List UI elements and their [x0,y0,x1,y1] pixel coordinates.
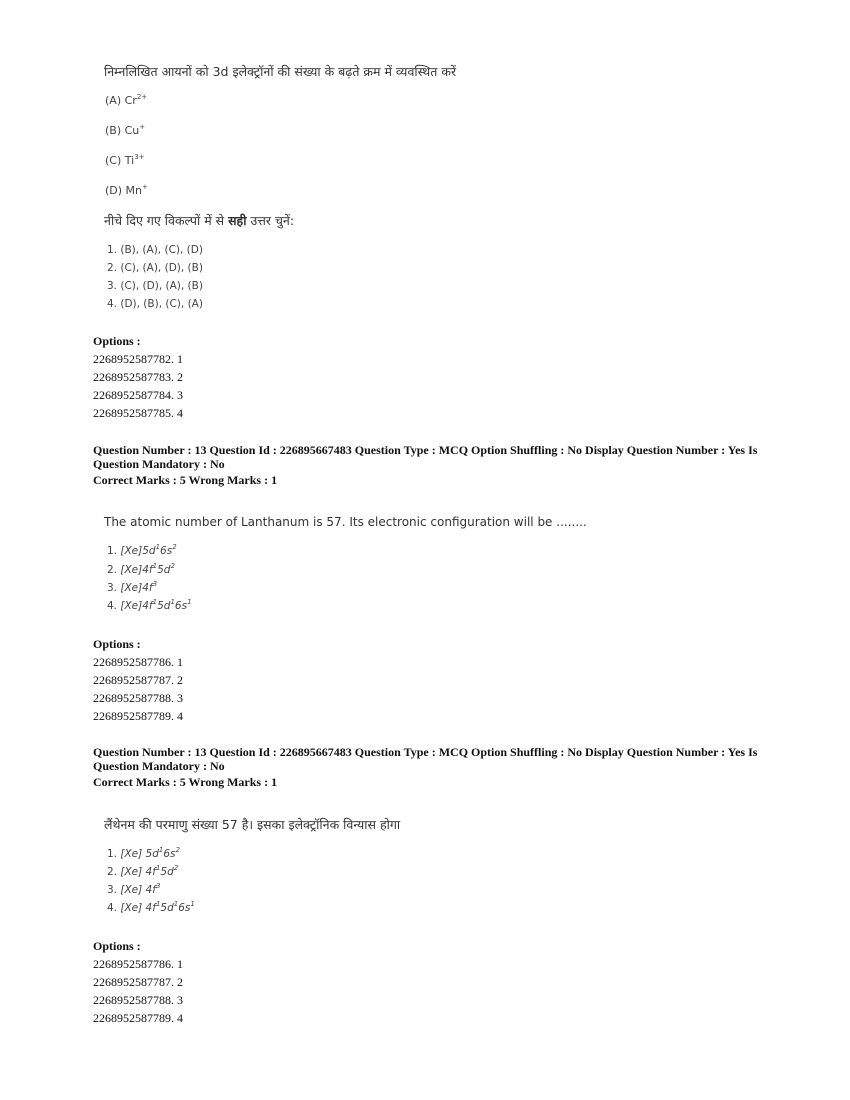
option-id: 2268952587783. 2 [93,370,183,384]
option-id: 2268952587787. 2 [93,673,183,687]
question-meta: Question Number : 13 Question Id : 226895667483 Question Type : MCQ Option Shuffling : No Display Question Number : Yes Is Question Mandatory : No [93,745,758,773]
option-id: 2268952587782. 1 [93,352,183,366]
list-item: (D) Mn+ [105,183,148,197]
answer-choice: 4. $[Xe]4f^15d^16s^1$ [107,598,192,612]
answer-choice: 2. [Xe] $4f^15d^2$ [107,864,179,878]
answer-choice: 3. $[Xe]4f^3$ [107,580,158,594]
question-text: लैंथेनम की परमाणु संख्या 57 है। इसका इलेक्ट्रॉनिक विन्यास होगा [104,817,401,832]
marks-info: Correct Marks : 5 Wrong Marks : 1 [93,473,278,487]
answer-choice: 3. [Xe] $4f^3$ [107,882,161,896]
options-label: Options : [93,334,141,348]
option-id: 2268952587786. 1 [93,655,183,669]
answer-choice: 4. (D), (B), (C), (A) [107,298,203,310]
question-text: The atomic number of Lanthanum is 57. Its electronic configuration will be ........ [104,515,587,529]
option-id: 2268952587785. 4 [93,406,183,420]
option-id: 2268952587786. 1 [93,957,183,971]
options-label: Options : [93,939,141,953]
answer-choice: 1. $[Xe]5d^16s^2$ [107,543,177,557]
marks-info: Correct Marks : 5 Wrong Marks : 1 [93,775,278,789]
answer-choice: 1. [Xe] $5d^16s^2$ [107,846,180,860]
answer-choice: 2. (C), (A), (D), (B) [107,262,203,274]
option-id: 2268952587784. 3 [93,388,183,402]
option-id: 2268952587788. 3 [93,691,183,705]
instruction-text: नीचे दिए गए विकल्पों में से सही उत्तर चुनें: [104,213,295,228]
answer-choice: 3. (C), (D), (A), (B) [107,280,203,292]
list-item: (B) Cu+ [105,123,146,137]
option-id: 2268952587789. 4 [93,709,183,723]
option-id: 2268952587787. 2 [93,975,183,989]
answer-choice: 2. $[Xe]4f^15d^2$ [107,562,175,576]
list-item: (C) $Ti^{3+}$ [105,153,145,167]
answer-choice: 4. [Xe] $4f^15d^16s^1$ [107,900,195,914]
list-item: (A) $Cr^{2+}$ [105,93,148,107]
option-id: 2268952587788. 3 [93,993,183,1007]
question-text: निम्नलिखित आयनों को 3d इलेक्ट्रॉनों की संख्या के बढ़ते क्रम में व्यवस्थित करें [104,64,457,79]
answer-choice: 1. (B), (A), (C), (D) [107,244,203,256]
options-label: Options : [93,637,141,651]
question-meta: Question Number : 13 Question Id : 226895667483 Question Type : MCQ Option Shuffling : No Display Question Number : Yes Is Question Mandatory : No [93,443,758,471]
option-id: 2268952587789. 4 [93,1011,183,1025]
